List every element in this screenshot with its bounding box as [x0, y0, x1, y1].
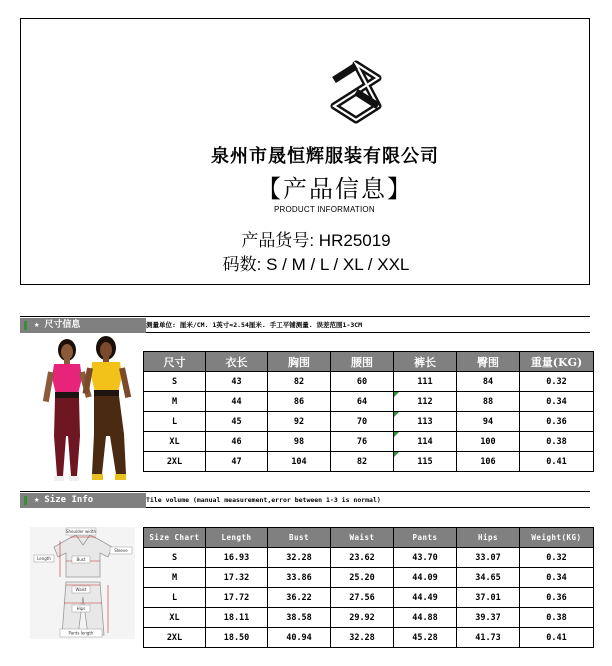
column-header: Bust	[268, 528, 331, 548]
table-cell: 0.36	[520, 588, 594, 608]
table-cell: 18.11	[206, 608, 268, 628]
table-cell: 104	[268, 452, 331, 472]
table-row	[144, 452, 594, 472]
column-header: 胸围	[268, 352, 331, 372]
table-cell: 40.94	[268, 628, 331, 648]
star-icon: ★	[34, 320, 40, 330]
column-header: Pants	[394, 528, 457, 548]
table-cell: 111	[394, 372, 457, 392]
column-header: Size Chart	[144, 528, 206, 548]
table-cell: 47	[206, 452, 268, 472]
column-header: Waist	[331, 528, 394, 548]
table-cell: 38.58	[268, 608, 331, 628]
section-note-cn: 测量单位: 厘米/CM. 1英寸=2.54厘米. 手工平铺测量. 误差范围1-3CM	[146, 318, 590, 333]
table-cell: 39.37	[457, 608, 520, 628]
column-header: Length	[206, 528, 268, 548]
diagram-label: Hips	[76, 606, 86, 611]
table-cell: 36.22	[268, 588, 331, 608]
diagram-label: Length	[37, 556, 51, 561]
table-cell: 114	[394, 432, 457, 452]
column-header: 腰围	[331, 352, 394, 372]
item-number: 产品货号: HR25019	[241, 231, 391, 250]
table-cell: 43.70	[394, 548, 457, 568]
diagram-label: Waist	[75, 587, 87, 592]
table-cell: 60	[331, 372, 394, 392]
column-header: 尺寸	[144, 352, 206, 372]
column-header: 臀围	[457, 352, 520, 372]
table-row	[144, 432, 594, 452]
table-row	[144, 588, 594, 608]
table-cell: 43	[206, 372, 268, 392]
table-cell: 32.28	[331, 628, 394, 648]
section-divider	[20, 316, 590, 317]
section-label-en: Size Info	[44, 495, 94, 505]
table-row	[144, 372, 594, 392]
table-cell: 44.09	[394, 568, 457, 588]
column-header: 重量(KG)	[520, 352, 594, 372]
table-cell: 2XL	[144, 628, 206, 648]
table-cell: 17.72	[206, 588, 268, 608]
table-cell: 64	[331, 392, 394, 412]
table-cell: 98	[268, 432, 331, 452]
table-cell: 112	[394, 392, 457, 412]
table-cell: 34.65	[457, 568, 520, 588]
table-cell: 32.28	[268, 548, 331, 568]
table-cell: 0.34	[520, 392, 594, 412]
size-range: 码数: S / M / L / XL / XXL	[222, 255, 410, 274]
company-name: 泉州市晟恒辉服装有限公司	[211, 146, 439, 167]
column-header: Weight(KG)	[520, 528, 594, 548]
table-cell: S	[144, 372, 206, 392]
table-cell: 44	[206, 392, 268, 412]
size-table-en	[143, 527, 594, 648]
table-cell: 44.49	[394, 588, 457, 608]
product-info-subtitle: PRODUCT INFORMATION	[274, 205, 375, 214]
model-photo	[40, 336, 140, 486]
table-cell: 44.88	[394, 608, 457, 628]
table-cell: 2XL	[144, 452, 206, 472]
table-cell: L	[144, 412, 206, 432]
diagram-label: Bust	[76, 557, 86, 562]
table-cell: 25.20	[331, 568, 394, 588]
table-cell: XL	[144, 608, 206, 628]
table-cell: 27.56	[331, 588, 394, 608]
table-cell: 113	[394, 412, 457, 432]
table-cell: 0.41	[520, 452, 594, 472]
table-cell: M	[144, 568, 206, 588]
table-cell: 23.62	[331, 548, 394, 568]
table-cell: 45.28	[394, 628, 457, 648]
table-cell: 88	[457, 392, 520, 412]
table-cell: 0.32	[520, 372, 594, 392]
table-cell: 18.50	[206, 628, 268, 648]
table-row	[144, 548, 594, 568]
table-cell: 100	[457, 432, 520, 452]
table-cell: 46	[206, 432, 268, 452]
table-cell: 0.36	[520, 412, 594, 432]
diagram-label: Pants length	[68, 630, 94, 636]
table-cell: 70	[331, 412, 394, 432]
table-cell: 115	[394, 452, 457, 472]
table-row	[144, 412, 594, 432]
table-cell: 0.41	[520, 628, 594, 648]
section-divider	[20, 491, 590, 492]
table-row	[144, 568, 594, 588]
table-cell: L	[144, 588, 206, 608]
table-cell: 76	[331, 432, 394, 452]
section-bar-cn	[20, 318, 146, 333]
diagram-label: Sleeve	[114, 548, 128, 553]
table-cell: 82	[268, 372, 331, 392]
table-cell: XL	[144, 432, 206, 452]
column-header: 裤长	[394, 352, 457, 372]
column-header: 衣长	[206, 352, 268, 372]
table-cell: 106	[457, 452, 520, 472]
interlocking-s-logo	[326, 59, 386, 127]
star-icon: ★	[34, 495, 40, 505]
section-label-cn: 尺寸信息	[44, 320, 81, 330]
product-info-title: 【产品信息】	[257, 175, 413, 203]
diagram-label: Shoulder width	[65, 529, 97, 534]
column-header: Hips	[457, 528, 520, 548]
table-cell: M	[144, 392, 206, 412]
table-cell: 92	[268, 412, 331, 432]
table-header-row	[144, 352, 594, 372]
table-cell: 17.32	[206, 568, 268, 588]
table-cell: 33.07	[457, 548, 520, 568]
section-bar-en	[20, 493, 146, 508]
section-note-en: Tile volume (manual measurement,error between 1-3 is normal)	[146, 493, 590, 508]
table-cell: 0.34	[520, 568, 594, 588]
table-cell: 41.73	[457, 628, 520, 648]
table-cell: 0.32	[520, 548, 594, 568]
table-cell: S	[144, 548, 206, 568]
header-box	[20, 18, 590, 285]
measurement-diagram	[30, 527, 135, 639]
table-row	[144, 392, 594, 412]
table-row	[144, 608, 594, 628]
table-cell: 86	[268, 392, 331, 412]
table-cell: 84	[457, 372, 520, 392]
table-cell: 0.38	[520, 432, 594, 452]
table-row	[144, 628, 594, 648]
size-table-cn	[143, 351, 594, 472]
table-cell: 94	[457, 412, 520, 432]
table-cell: 82	[331, 452, 394, 472]
table-cell: 37.01	[457, 588, 520, 608]
table-header-row	[144, 528, 594, 548]
table-cell: 0.38	[520, 608, 594, 628]
table-cell: 29.92	[331, 608, 394, 628]
table-cell: 33.86	[268, 568, 331, 588]
table-cell: 45	[206, 412, 268, 432]
table-cell: 16.93	[206, 548, 268, 568]
